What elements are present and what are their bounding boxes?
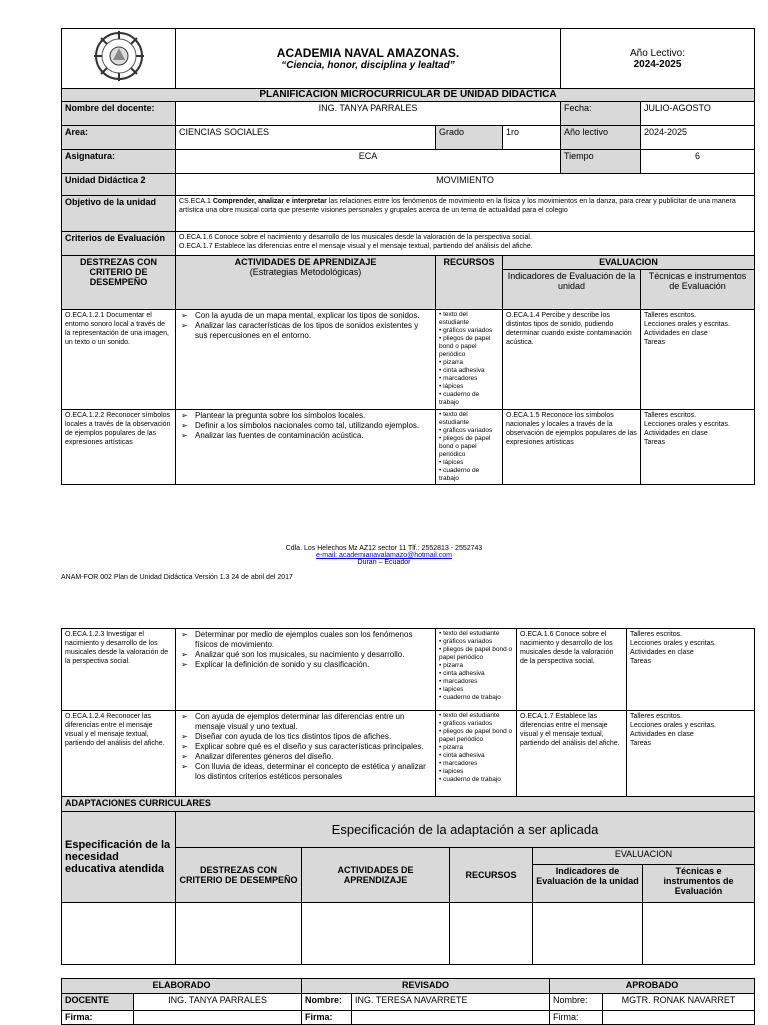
aprobado-label: APROBADO [550, 979, 755, 994]
list-item: ➢ Diseñar con ayuda de los tics distintos tipos de afiches. [195, 732, 432, 742]
indicador-cell: O.ECA.1.4 Percibe y describe los distintos tipos de sonido, pudiendo determinar cuando existe contaminación acústica. [503, 310, 641, 410]
area-value: CIENCIAS SOCIALES [176, 126, 436, 150]
ad-col-evaluacion: EVALUACION [533, 848, 755, 865]
recursos-cell: • texto del estudiante • gráficos variados • pliegos de papel bond o papel periódico • pizarra • cinta adhesiva • marcadores • lápices • cuaderno de trabajo [436, 310, 503, 410]
list-item: ➢ Explicar sobre qué es el diseño y sus características principales. [195, 742, 432, 752]
col-actividades: ACTIVIDADES DE APRENDIZAJE (Estrategias Metodológicas) [176, 256, 436, 310]
elaborado-label: ELABORADO [62, 979, 302, 994]
especificacion-label: Especificación de la adaptación a ser aplicada [176, 812, 755, 848]
adaptaciones-table [61, 796, 755, 965]
plan-title: PLANIFICACIÓN MICROCURRICULAR DE UNIDAD DIDÁCTICA [62, 89, 755, 102]
school-title: ACADEMIA NAVAL AMAZONAS. [276, 46, 460, 60]
destreza-cell: O.ECA.1.2.4 Reconocer las diferencias entre el mensaje visual y el mensaje textual, partiendo del análisis del afiche. [62, 711, 176, 797]
docente-value: ING. TANYA PARRALES [176, 102, 561, 126]
criterios-value: O.ECA.1.6 Conoce sobre el nacimiento y desarrollo de los musicales desde la valoración de la perspectiva social. O.ECA.1.7 Establece las diferencias entre el mensaje visual y el mensaje textual, partiendo del análisis del afiche. [176, 232, 755, 256]
indicador-cell: O.ECA.1.5 Reconoce los símbolos nacionales y locales a través de la observación de ejemplos populares de las expresiones artísticas [503, 410, 641, 485]
plan-table-page2 [61, 628, 755, 797]
fecha-value: JULIO-AGOSTO [641, 102, 755, 126]
list-item: ➢ Analizar las fuentes de contaminación acústica. [195, 431, 432, 441]
destreza-cell: O.ECA.1.2.2 Reconocer símbolos locales a través de la observación de ejemplos populares de las expresiones artísticas [62, 410, 176, 485]
unidad-label: Unidad Didáctica 2 [62, 174, 176, 196]
list-item: ➢ Analizar diferentes géneros del diseño. [195, 752, 432, 762]
ad-col-destrezas: DESTREZAS CON CRITERIO DE DESEMPEÑO [176, 848, 302, 903]
academy-seal-icon [93, 30, 145, 82]
sig-docente-label: DOCENTE [62, 994, 134, 1011]
area-label: Area: [62, 126, 176, 150]
sig-nombre-label-2: Nombre: [550, 994, 603, 1011]
school-year-value: 2024-2025 [633, 58, 682, 70]
list-item: ➢ Determinar por medio de ejemplos cuales son los fenómenos físicos de movimiento. [195, 630, 432, 650]
table-row [62, 310, 755, 410]
list-item: ➢ Analizar qué son los musicales, su nacimiento y desarrollo. [195, 650, 432, 660]
footer-address: Cdla. Los Helechos Mz AZ12 sector 11 Tlf.: 2552813 - 2552743 [285, 545, 483, 552]
asignatura-label: Asignatura: [62, 150, 176, 174]
docente-label: Nombre del docente: [62, 102, 176, 126]
list-item: ➢ Con lluvia de ideas, determinar el concepto de estética y analizar los distintos criterios estéticos personales [195, 762, 432, 782]
ad-col-recursos: RECURSOS [450, 848, 533, 903]
recursos-cell: • texto del estudiante • gráficos variados • pliegos de papel bond o papel periódico • pizarra • cinta adhesiva • marcadores • lapices • cuaderno de trabajo [436, 629, 517, 711]
destreza-cell: O.ECA.1.2.3 Investigar el nacimiento y desarrollo de los musicales desde la valoración de la perspectiva social. [62, 629, 176, 711]
col-destrezas: DESTREZAS CON CRITERIO DE DESEMPEÑO [62, 256, 176, 310]
tiempo-value: 6 [641, 150, 755, 174]
tiempo-label: Tiempo [561, 150, 641, 174]
logo-cell [62, 29, 176, 89]
ad-col-indicadores: Indicadores de Evaluación de la unidad [533, 865, 643, 903]
tecnicas-cell: Talleres escritos. Lecciones orales y escritas. Actividades en clase Tareas [641, 410, 755, 485]
fecha-label: Fecha: [561, 102, 641, 126]
school-motto: “Ciencia, honor, disciplina y lealtad” [281, 60, 455, 71]
form-version: ANAM-FOR 002 Plan de Unidad Didáctica Versión 1.3 24 de abril del 2017 [61, 574, 293, 581]
ano-value: 2024-2025 [641, 126, 755, 150]
sig-aprobado-value: MGTR. RONAK NAVARRET [603, 994, 755, 1011]
footer-email-link[interactable]: e-mail: academianavalamazo@hotmail.com [316, 552, 452, 559]
indicador-cell: O.ECA.1.7 Establece las diferencias entre el mensaje visual y el mensaje textual, partiendo del análisis del afiche. [517, 711, 627, 797]
col-tecnicas: Técnicas e instrumentos de Evaluación [641, 270, 755, 310]
list-item: ➢ Plantear la pregunta sobre los símbolos locales. [195, 411, 432, 421]
unidad-value: MOVIMIENTO [176, 174, 755, 196]
sig-docente-value: ING. TANYA PARRALES [134, 994, 302, 1011]
actividades-cell [176, 711, 436, 797]
adaptaciones-title: ADAPTACIONES CURRICULARES [62, 797, 755, 812]
signatures-table [61, 978, 755, 1025]
grado-value: 1ro [503, 126, 561, 150]
grado-label: Grado [436, 126, 503, 150]
col-evaluacion: EVALUACION [503, 256, 755, 270]
school-title-cell [176, 29, 561, 89]
school-year-cell [561, 29, 755, 89]
school-year-label: Año Lectivo: [629, 47, 686, 59]
actividades-cell [176, 310, 436, 410]
sig-firma-label-2: Firma: [302, 1011, 352, 1025]
asignatura-value: ECA [176, 150, 561, 174]
indicador-cell: O.ECA.1.6 Conoce sobre el nacimiento y desarrollo de los musicales desde la valoración de la perspectiva social. [517, 629, 627, 711]
tecnicas-cell: Talleres escritos. Lecciones orales y escritas. Actividades en clase Tareas [627, 711, 755, 797]
recursos-cell: • texto del estudiante • gráficos variados • pliegos de papel bond o papel periódico • pizarra • cinta adhesiva • marcadores • lapices • cuaderno de trabajo [436, 711, 517, 797]
actividades-cell [176, 629, 436, 711]
ad-col-actividades: ACTIVIDADES DE APRENDIZAJE [302, 848, 450, 903]
recursos-cell: • texto del estudiante • gráficos variados • pliegos de papel bond o papel periódico • lápices • cuaderno de trabajo [436, 410, 503, 485]
tecnicas-cell: Talleres escritos. Lecciones orales y escritas. Actividades en clase Tareas [641, 310, 755, 410]
table-row [62, 629, 755, 711]
list-item: ➢ Con ayuda de ejemplos determinar las diferencias entre un mensaje visual y uno textual. [195, 712, 432, 732]
col-recursos: RECURSOS [436, 256, 503, 310]
sig-firma-label-3: Firma: [550, 1011, 603, 1025]
sig-nombre-label: Nombre: [302, 994, 352, 1011]
table-row [62, 711, 755, 797]
sig-firma-label: Firma: [62, 1011, 134, 1025]
list-item: ➢ Analizar las características de los tipos de sonidos existentes y sus repercusiones en el entorno. [195, 321, 432, 341]
col-indicadores: Indicadores de Evaluación de la unidad [503, 270, 641, 310]
plan-table-page1 [61, 28, 755, 485]
table-row [62, 903, 755, 965]
list-item: ➢ Con la ayuda de un mapa mental, explicar los tipos de sonidos. [195, 311, 432, 321]
destreza-cell: O.ECA.1.2.1 Documentar el entorno sonoro local a través de la representación de una imagen, un texto o un sonido. [62, 310, 176, 410]
tecnicas-cell: Talleres escritos. Lecciones orales y escritas. Actividades en clase Tareas [627, 629, 755, 711]
footer-city: Duran – Ecuador [357, 559, 411, 566]
necesidad-label: Especificación de la necesidad educativa atendida [62, 812, 176, 903]
criterios-label: Criterios de Evaluación [62, 232, 176, 256]
list-item: ➢ Explicar la definición de sonido y su clasificación. [195, 660, 432, 670]
revisado-label: REVISADO [302, 979, 550, 994]
actividades-cell [176, 410, 436, 485]
table-row [62, 410, 755, 485]
objetivo-label: Objetivo de la unidad [62, 196, 176, 232]
ad-col-tecnicas: Técnicas e instrumentos de Evaluación [643, 865, 755, 903]
sig-revisado-value: ING. TERESA NAVARRETE [352, 994, 550, 1011]
list-item: ➢ Definir a los símbolos nacionales como tal, utilizando ejemplos. [195, 421, 432, 431]
ano-label: Año lectivo [561, 126, 641, 150]
objetivo-value: CS.ECA.1 Comprender, analizar e interpretar las relaciones entre los fenómenos de movimiento en la física y los movimientos en la danza, para crear y publicitar de una manera artística una obre musical corta que presente visiones personales y grupales acerca de un tema de actualidad para el colegio [176, 196, 755, 232]
page-footer [0, 545, 768, 566]
